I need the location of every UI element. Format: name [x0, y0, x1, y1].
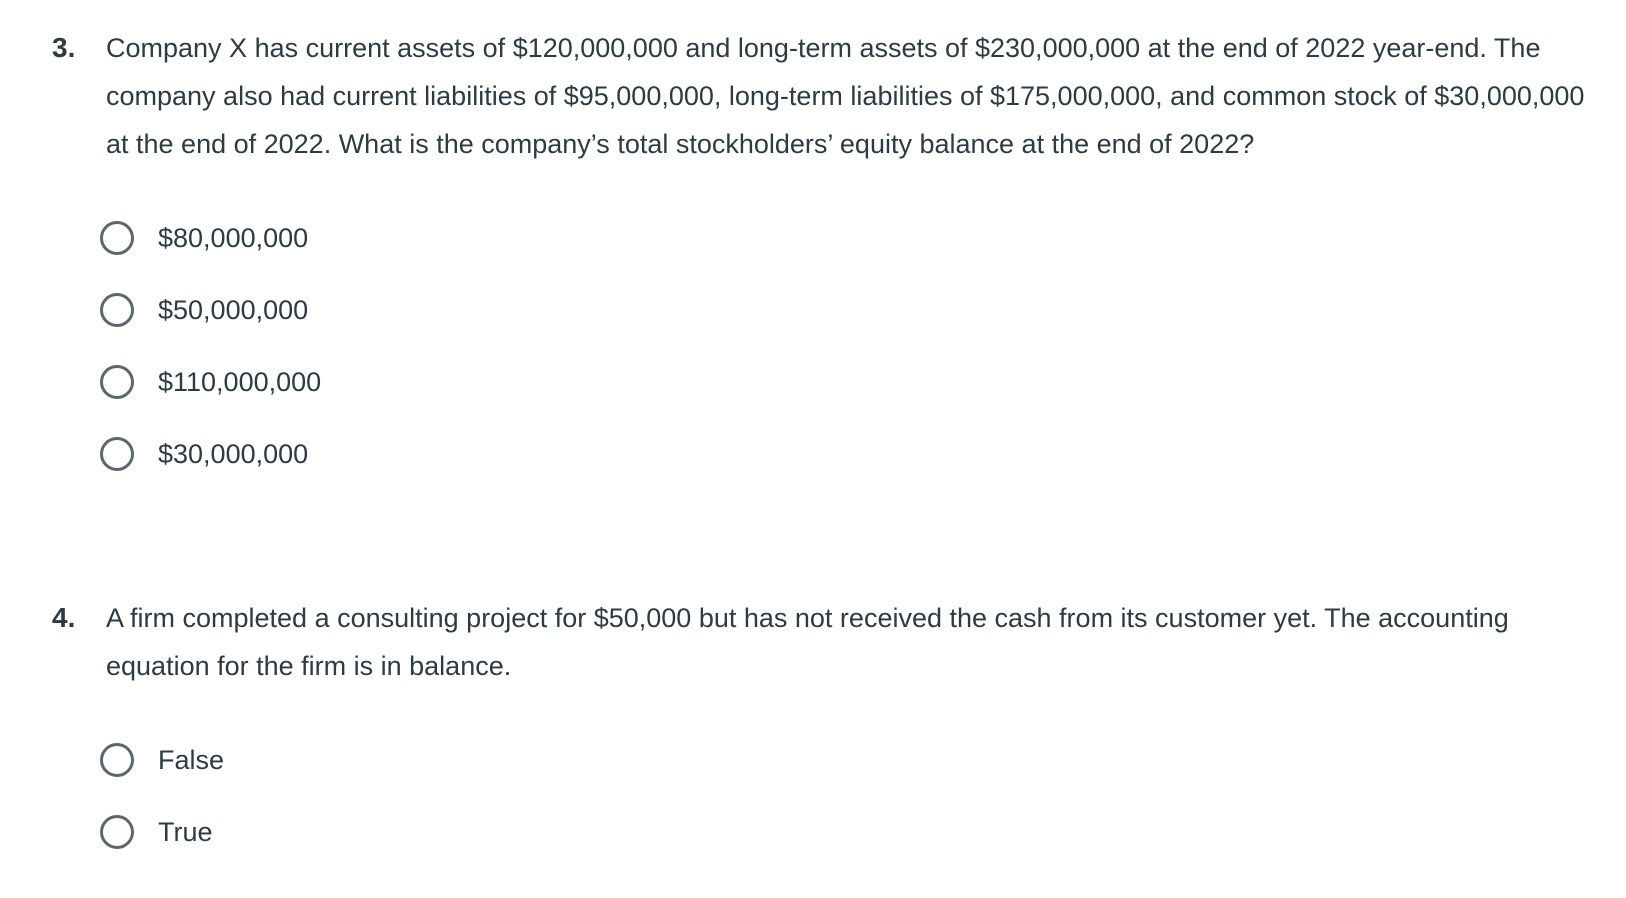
answer-label: True	[158, 817, 213, 847]
answer-label: False	[158, 745, 225, 775]
question-header	[52, 24, 1612, 168]
answer-option[interactable]	[100, 202, 1626, 274]
radio-unchecked-icon[interactable]	[100, 743, 134, 777]
question-text: Company X has current assets of $120,000,000 and long-term assets of $230,000,000 at the end of 2022 year-end. The company also had current liabilities of $95,000,000, long-term liabilities of $175,000,000, and common stock of $30,000,000 at the end of 2022. What is the company’s total stockholders’ equity balance at the end of 2022?	[106, 33, 1585, 159]
answer-list	[100, 202, 1626, 490]
radio-unchecked-icon[interactable]	[100, 815, 134, 849]
radio-unchecked-icon[interactable]	[100, 293, 134, 327]
answer-option[interactable]	[100, 346, 1626, 418]
answer-label: $80,000,000	[158, 223, 309, 253]
answer-list	[100, 724, 1626, 868]
answer-option[interactable]	[100, 724, 1626, 796]
answer-label: $50,000,000	[158, 295, 309, 325]
answer-label: $110,000,000	[158, 367, 322, 397]
answer-label: $30,000,000	[158, 439, 309, 469]
answer-option[interactable]	[100, 796, 1626, 868]
question-number: 4.	[52, 602, 76, 633]
question-header	[52, 594, 1612, 690]
radio-unchecked-icon[interactable]	[100, 221, 134, 255]
radio-unchecked-icon[interactable]	[100, 437, 134, 471]
answer-option[interactable]	[100, 274, 1626, 346]
question-4	[52, 594, 1612, 868]
question-3	[52, 24, 1612, 490]
radio-unchecked-icon[interactable]	[100, 365, 134, 399]
question-number: 3.	[52, 32, 76, 63]
answer-option[interactable]	[100, 418, 1626, 490]
question-text: A firm completed a consulting project for $50,000 but has not received the cash from its customer yet. The accounting equation for the firm is in balance.	[106, 603, 1509, 681]
